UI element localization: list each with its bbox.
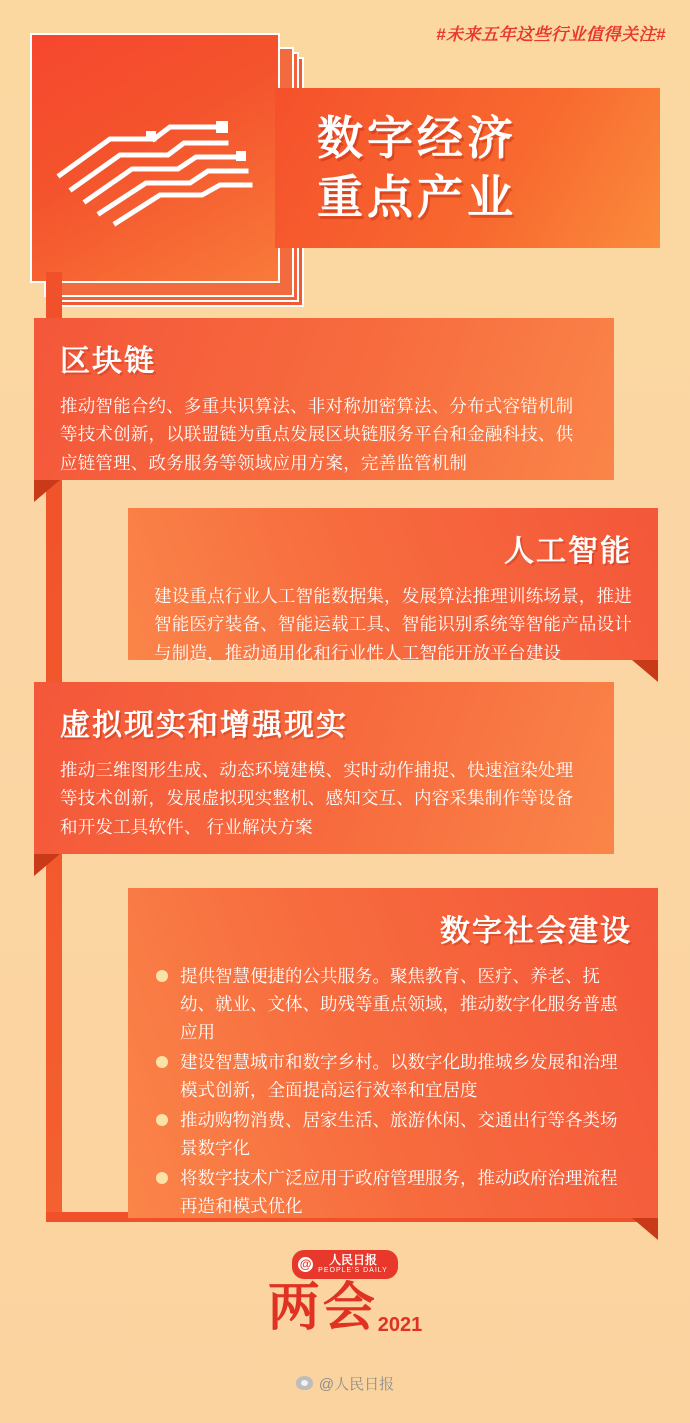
header-title-line2: 重点产业 <box>317 171 517 223</box>
header-title-panel <box>275 88 660 248</box>
card-blockchain-fold <box>34 480 60 502</box>
badge-name: 人民日报 <box>328 1253 377 1267</box>
card-ai-body: 建设重点行业人工智能数据集，发展算法推理训练场景，推进智能医疗装备、智能运载工具、智能识别系统等智能产品设计与制造，推动通用化和行业性人工智能开放平台建设 <box>154 586 632 663</box>
header-title-line1: 数字经济 <box>317 112 517 165</box>
footer-block <box>0 1250 690 1394</box>
event-title: 两会 <box>267 1279 378 1337</box>
event-year: 2021 <box>377 1313 423 1336</box>
peoples-daily-badge <box>292 1250 398 1279</box>
at-icon: @ <box>299 1256 312 1271</box>
list-item: 将数字技术广泛应用于政府管理服务，推动政府治理流程再造和模式优化 <box>154 1164 632 1220</box>
circuit-board-icon <box>50 97 260 227</box>
event-logo <box>0 1279 690 1337</box>
card-vr-body: 推动三维图形生成、动态环境建模、实时动作捕捉、快速渲染处理等技术创新，发展虚拟现实整机、感知交互、内容采集制作等设备和开发工具软件、 行业解决方案 <box>60 760 574 837</box>
header-block <box>30 33 660 298</box>
badge-subtitle: PEOPLE'S DAILY <box>318 1267 388 1275</box>
card-ai-fold <box>632 660 658 682</box>
list-item: 提供智慧便捷的公共服务。聚焦教育、医疗、养老、抚幼、就业、文体、助残等重点领域，推动数字化服务普惠应用 <box>154 962 632 1046</box>
card-ai-title: 人工智能 <box>504 535 632 568</box>
card-vr-fold <box>34 854 60 876</box>
card-blockchain[interactable] <box>34 318 614 480</box>
card-blockchain-body: 推动智能合约、多重共识算法、非对称加密算法、分布式容错机制等技术创新，以联盟链为重点发展区块链服务平台和金融科技、供应链管理、政务服务等领域应用方案，完善监管机制 <box>60 396 574 473</box>
header-icon-card <box>30 33 280 283</box>
card-digital-society-title: 数字社会建设 <box>440 915 632 948</box>
card-vr-title: 虚拟现实和增强现实 <box>60 709 348 742</box>
weibo-credit[interactable] <box>0 1373 690 1394</box>
card-digital-society-bullets <box>154 962 632 1220</box>
card-blockchain-title: 区块链 <box>60 345 156 378</box>
list-item: 建设智慧城市和数字乡村。以数字化助推城乡发展和治理模式创新，全面提高运行效率和宜居度 <box>154 1048 632 1104</box>
card-ai[interactable] <box>128 508 658 663</box>
card-vr[interactable] <box>34 682 614 854</box>
card-digital-society-fold <box>632 1218 658 1240</box>
weibo-handle: @人民日报 <box>318 1375 395 1393</box>
hashtag-topic[interactable]: #未来五年这些行业值得关注# <box>436 25 666 44</box>
weibo-icon <box>296 1376 313 1390</box>
card-digital-society[interactable] <box>128 888 658 1218</box>
list-item: 推动购物消费、居家生活、旅游休闲、交通出行等各类场景数字化 <box>154 1106 632 1162</box>
